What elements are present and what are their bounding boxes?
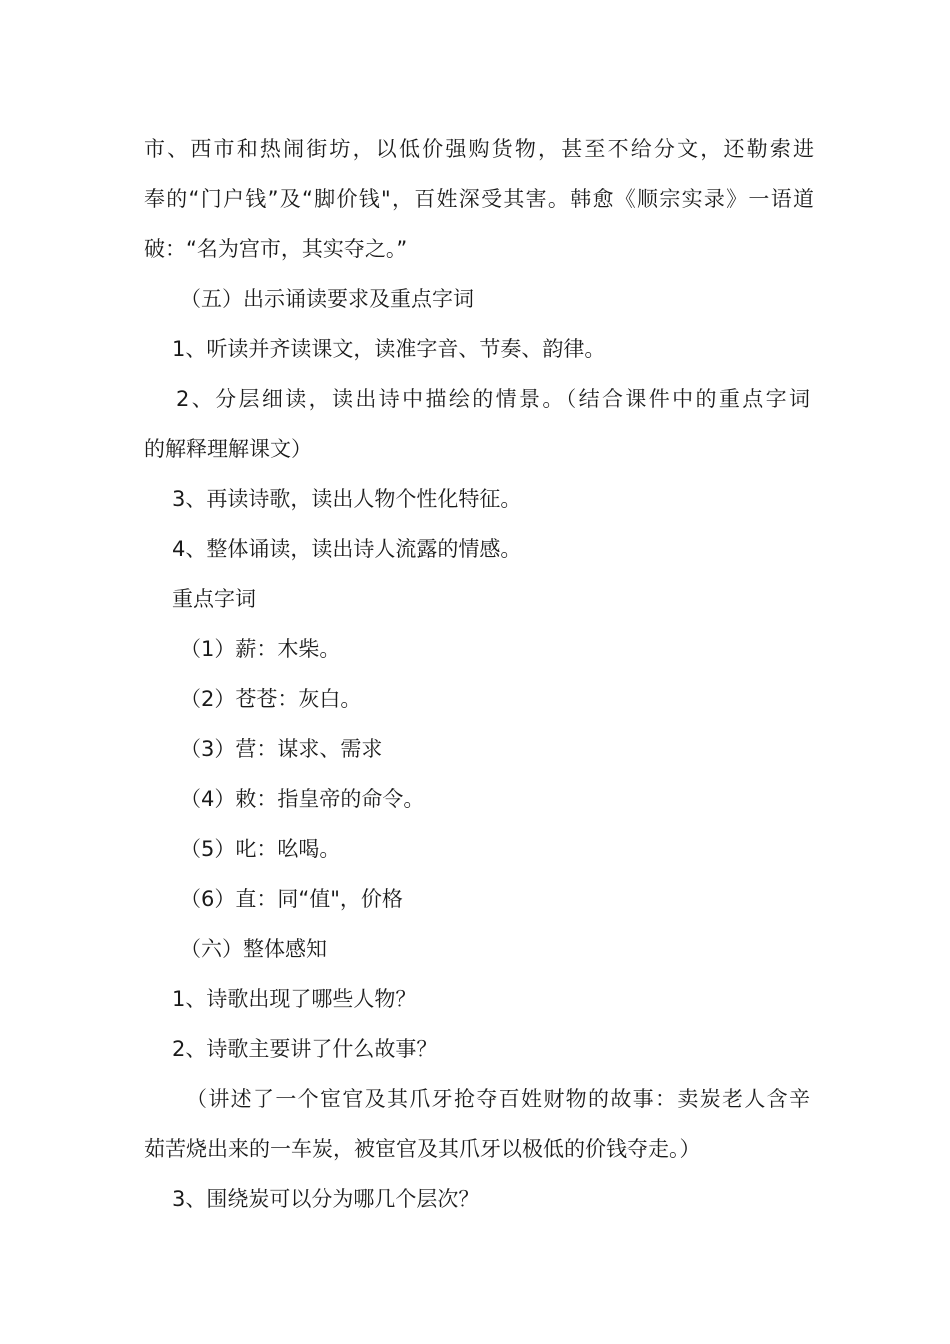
list-item: （6）直：同“值"，价格 — [180, 887, 403, 911]
list-item: （2）苍苍：灰白。 — [180, 687, 362, 711]
list-item: 3、再读诗歌，读出人物个性化特征。 — [172, 487, 522, 511]
list-item: 3、围绕炭可以分为哪几个层次？ — [172, 1187, 480, 1211]
list-item: （4）敕：指皇帝的命令。 — [180, 787, 425, 811]
paragraph-line: （讲述了一个宦官及其爪牙抢夺百姓财物的故事：卖炭老人含辛 — [186, 1087, 810, 1111]
list-item: 2、分层细读，读出诗中描绘的情景。（结合课件中的重点字词 — [176, 387, 810, 411]
list-item: （5）叱：吆喝。 — [180, 837, 341, 861]
list-item: 4、整体诵读，读出诗人流露的情感。 — [172, 537, 522, 561]
list-item: （1）薪：木柴。 — [180, 637, 341, 661]
section-heading-five: （五）出示诵读要求及重点字词 — [180, 287, 474, 311]
paragraph-line: 破：“名为宫市，其实夺之。” — [144, 237, 408, 261]
subheading-key-words: 重点字词 — [172, 587, 256, 611]
list-item: 1、听读并齐读课文，读准字音、节奏、韵律。 — [172, 337, 606, 361]
paragraph-line: 市、西市和热闹街坊，以低价强购货物，甚至不给分文，还勒索进 — [144, 137, 814, 161]
paragraph-line: 的解释理解课文） — [144, 437, 312, 461]
list-item: （3）营：谋求、需求 — [180, 737, 383, 761]
list-item: 2、诗歌主要讲了什么故事？ — [172, 1037, 438, 1061]
paragraph-line: 奉的“门户钱”及“脚价钱"，百姓深受其害。韩愈《顺宗实录》一语道 — [144, 187, 814, 211]
paragraph-line: 茹苦烧出来的一车炭，被宦官及其爪牙以极低的价钱夺走。） — [144, 1137, 701, 1161]
section-heading-six: （六）整体感知 — [180, 937, 327, 961]
list-item: 1、诗歌出现了哪些人物？ — [172, 987, 417, 1011]
